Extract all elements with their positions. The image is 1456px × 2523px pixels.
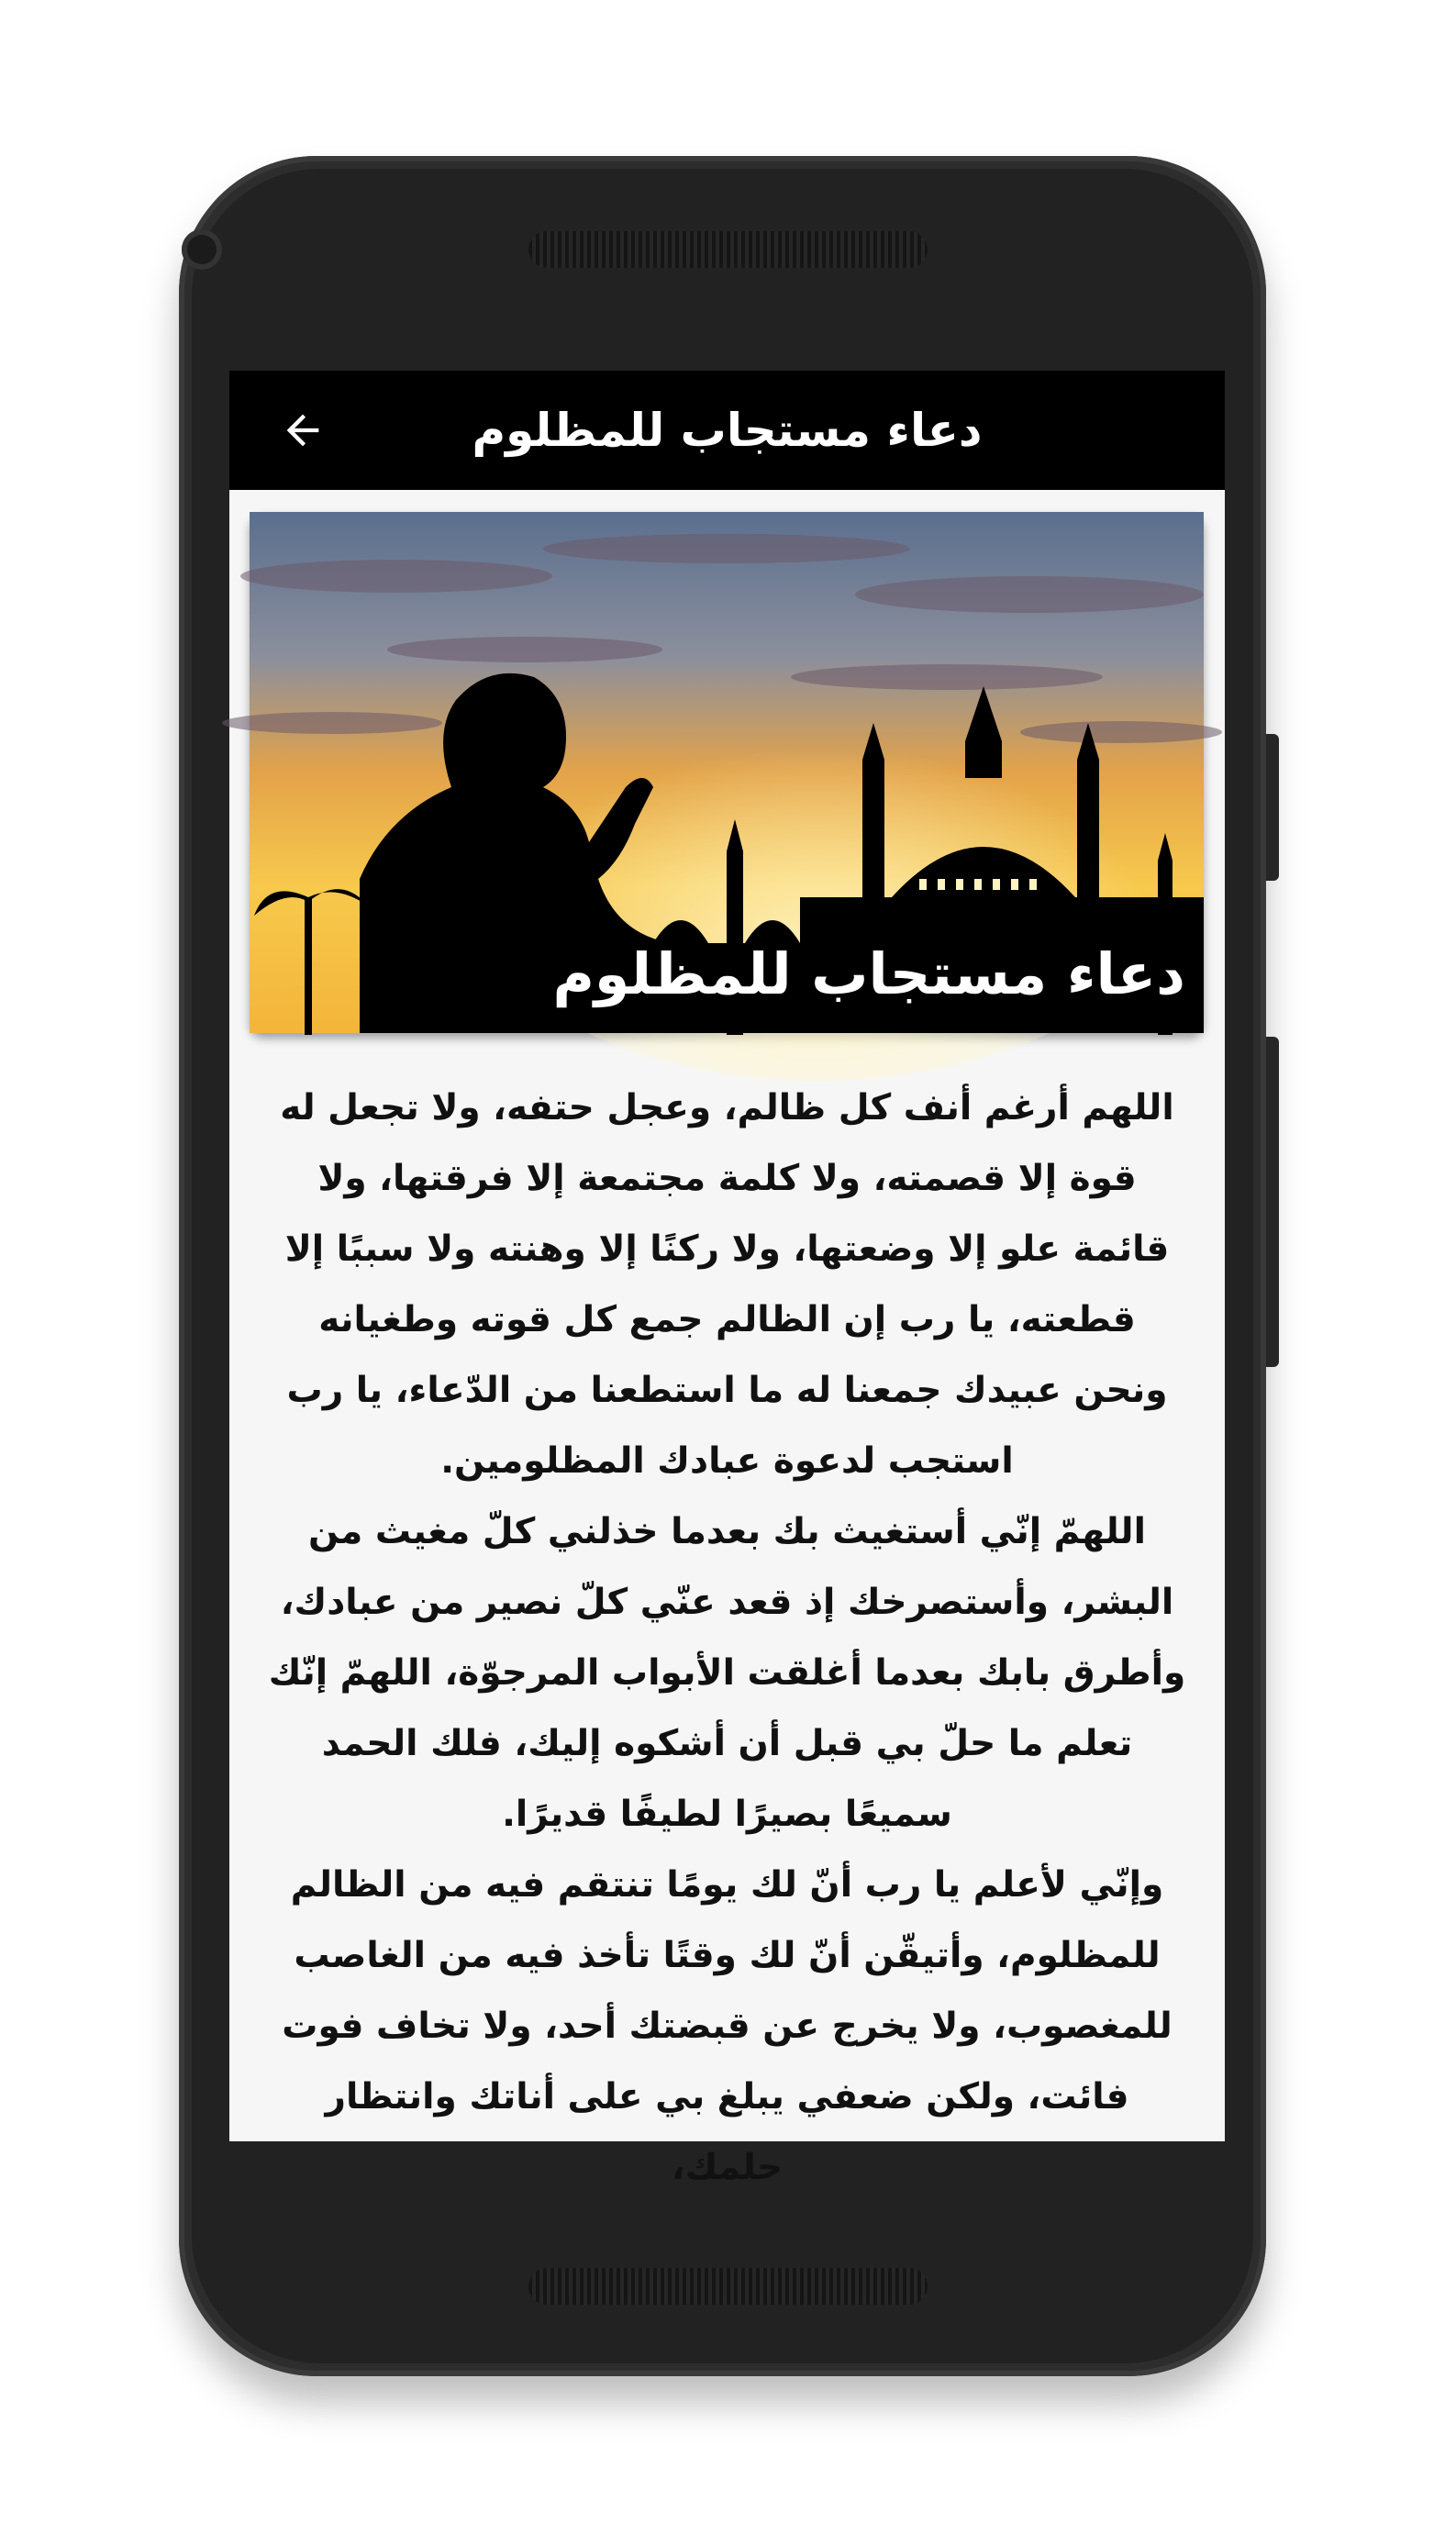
header-image-card [250, 512, 1204, 1033]
power-button [1266, 734, 1279, 881]
volume-button [1266, 1037, 1279, 1367]
image-caption: دعاء مستجاب للمظلوم [552, 940, 1185, 1007]
dua-content[interactable] [266, 1073, 1188, 2203]
dua-paragraph: اللهم أرغم أنف كل ظالم، وعجل حتفه، ولا تجعل له قوة إلا قصمته، ولا كلمة مجتمعة إلا فرقتها، ولا قائمة علو إلا وضعتها، ولا ركنًا إلا وهنته ولا سببًا إلا قطعته، يا رب إن الظالم جمع كل قوته وطغيانه ونحن عبيدك جمعنا له ما استطعنا من الدّعاء، يا رب استجب لدعوة عبادك المظلومين. [280, 1087, 1174, 1482]
back-button[interactable] [275, 403, 330, 458]
dua-paragraph: وإنّي لأعلم يا رب أنّ لك يومًا تنتقم فيه من الظالم للمظلوم، وأتيقّن أنّ لك وقتًا تأخذ فيه من الغاصب للمغصوب، ولا يخرج عن قبضتك أحد، ولا تخاف فوت فائت، ولكن ضعفي يبلغ بي على أناتك وانتظار حلمك، [282, 1864, 1173, 2188]
dua-paragraph: اللهمّ إنّي أستغيث بك بعدما خذلني كلّ مغيث من البشر، وأستصرخك إذ قعد عنّي كلّ نصير من عبادك، وأطرق بابك بعدما أغلقت الأبواب المرجوّة، اللهمّ إنّك تعلم ما حلّ بي قبل أن أشكوه إليك، فلك الحمد سميعًا بصيرًا لطيفًا قديرًا. [268, 1511, 1186, 1835]
app-screen [229, 371, 1225, 2188]
bottom-speaker [528, 2268, 928, 2305]
page-title: دعاء مستجاب للمظلوم [472, 404, 983, 457]
arrow-back-icon [279, 406, 327, 454]
app-bar [229, 371, 1225, 490]
front-camera [182, 229, 222, 270]
earpiece-speaker [528, 231, 928, 268]
